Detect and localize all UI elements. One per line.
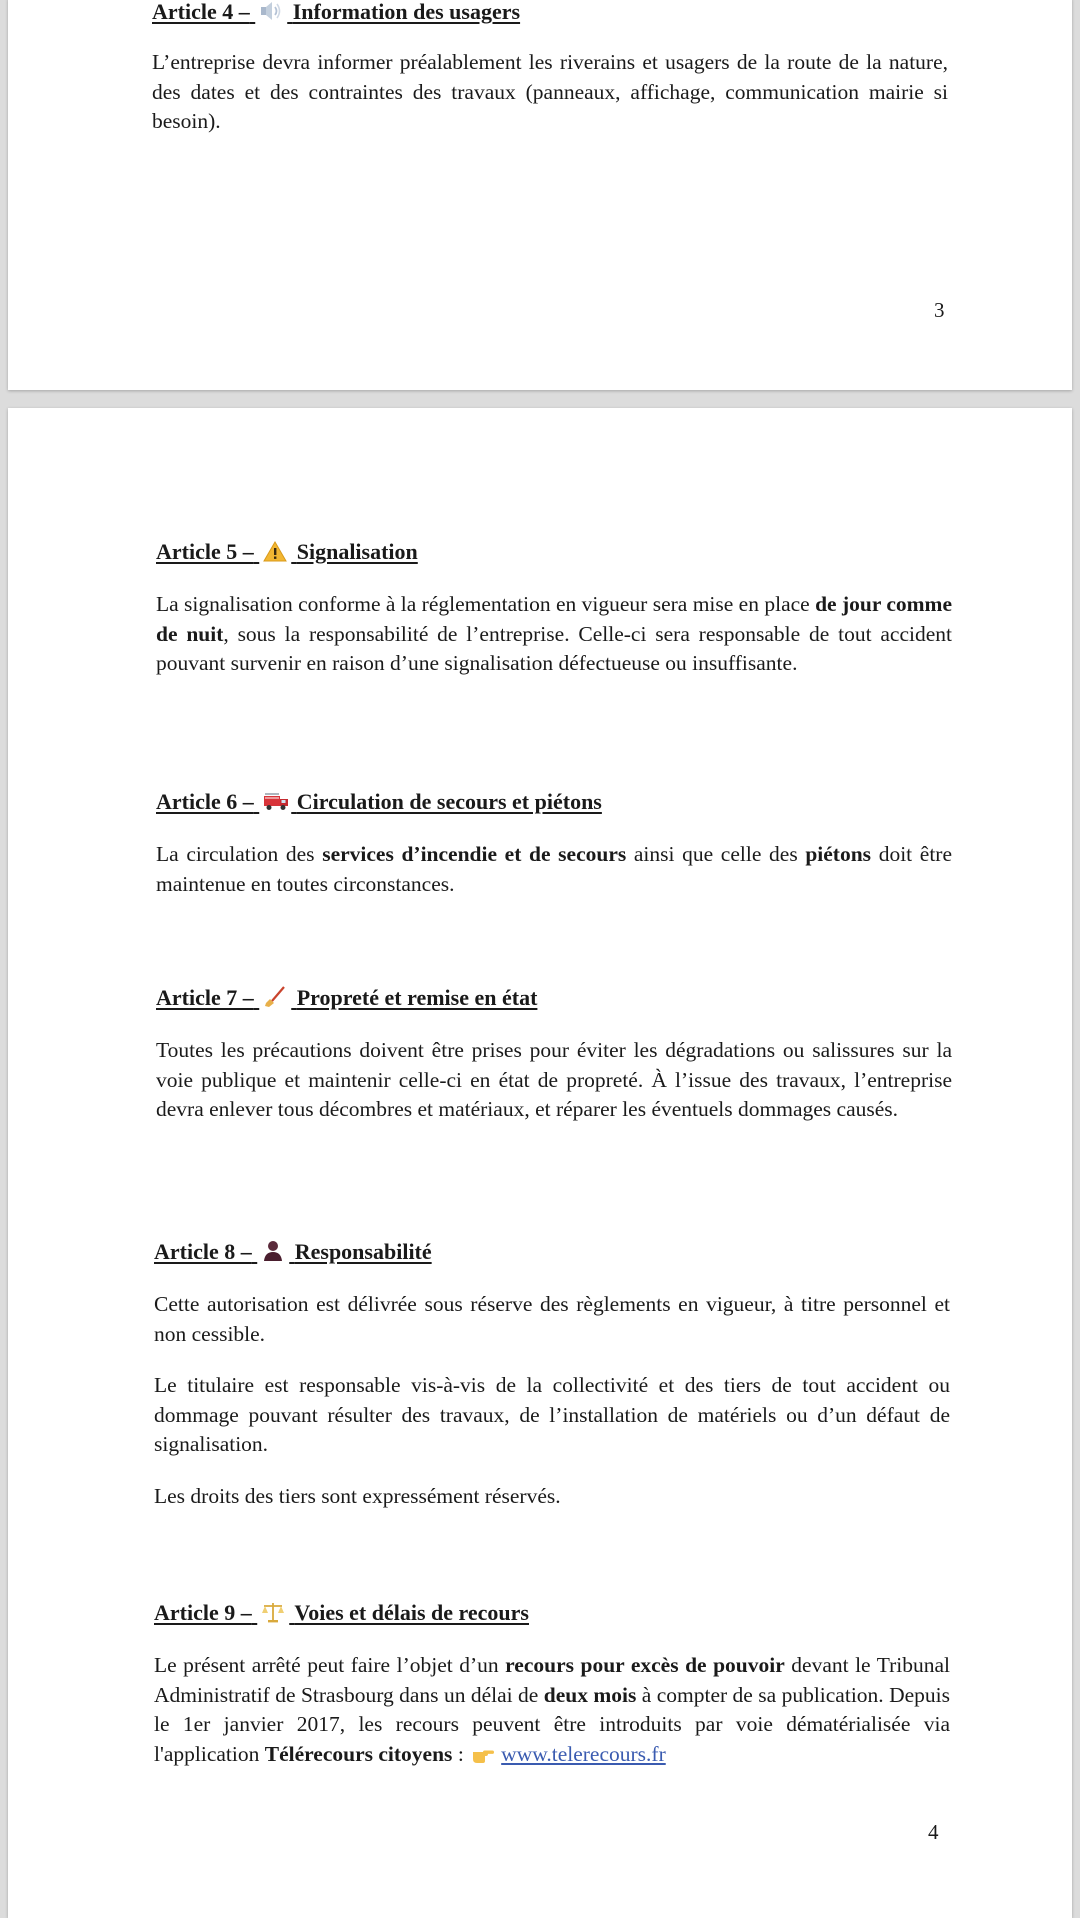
- article-5-body: [156, 590, 952, 679]
- article-9-title: Voies et délais de recours: [294, 1600, 529, 1625]
- article-9-text: Le présent arrêté peut faire l’objet d’un: [154, 1653, 506, 1677]
- article-9: [154, 1599, 950, 1769]
- article-8-body-3: Les droits des tiers sont expressément réservés.: [154, 1483, 561, 1508]
- article-9-bold-text: recours pour excès de pouvoir: [505, 1653, 785, 1677]
- article-4-label: Article 4 –: [152, 0, 250, 24]
- article-9-body: [154, 1651, 950, 1769]
- article-9-bold-text-3: Télérecours citoyens: [264, 1741, 453, 1766]
- article-5-label: Article 5 –: [156, 539, 254, 564]
- article-6: [156, 788, 952, 899]
- page-number: 3: [934, 298, 945, 322]
- pointing-hand-icon: [471, 1743, 495, 1765]
- broom-icon: [263, 986, 287, 1008]
- article-8-title: Responsabilité: [294, 1239, 432, 1264]
- article-6-bold-text: services d’incendie et de secours: [322, 842, 627, 866]
- article-8-body-2: Le titulaire est responsable vis-à-vis de la collectivité et des tiers de tout accident ou dommage pouvant résulter des travaux, de l’installation de matériels ou d’un défaut de signalisation.: [154, 1373, 950, 1456]
- article-8: [154, 1238, 950, 1511]
- speaker-icon: [259, 0, 283, 22]
- article-9-heading: [154, 1599, 529, 1627]
- article-8-label: Article 8 –: [154, 1239, 252, 1264]
- article-8-body-1: Cette autorisation est délivrée sous réserve des règlements en vigueur, à titre personnel et non cessible.: [154, 1292, 950, 1346]
- article-6-text-2: ainsi que celle des: [626, 842, 806, 866]
- article-6-heading: [156, 788, 602, 816]
- fire-truck-icon: [263, 790, 287, 812]
- warning-icon: [263, 540, 287, 562]
- article-6-text-3: doit être maintenue en toutes circonstances.: [156, 842, 952, 896]
- article-4: [152, 0, 948, 137]
- article-4-heading: [152, 0, 520, 26]
- person-icon: [261, 1240, 285, 1262]
- page-number: 4: [928, 1820, 939, 1844]
- article-5-text-2: , sous la responsabilité de l’entreprise. Celle-ci sera responsable de tout accident pouvant survenir en raison d’une signalisation défectueuse ou insuffisante.: [156, 621, 952, 675]
- article-6-text: La circulation des: [156, 842, 323, 866]
- article-9-bold-text-2: deux mois: [543, 1682, 637, 1707]
- scales-icon: [261, 1601, 285, 1623]
- article-9-text-4: :: [452, 1741, 470, 1766]
- article-9-label: Article 9 –: [154, 1600, 252, 1625]
- article-5: [156, 538, 952, 679]
- article-8-heading: [154, 1238, 432, 1266]
- article-7-body: Toutes les précautions doivent être prises pour éviter les dégradations ou salissures sur la voie publique et maintenir celle-ci en état de propreté. À l’issue des travaux, l’entreprise devra enlever tous décombres et matériaux, et réparer les éventuels dommages causés.: [156, 1038, 952, 1121]
- article-5-heading: [156, 538, 418, 566]
- article-4-body: L’entreprise devra informer préalablement les riverains et usagers de la route de la nature, des dates et des contraintes des travaux (panneaux, affichage, communication mairie si besoin).: [152, 50, 948, 133]
- article-7-heading: [156, 984, 537, 1012]
- article-5-bold-text: de jour comme de nuit: [156, 592, 953, 646]
- article-4-title: Information des usagers: [292, 0, 521, 24]
- article-6-body: [156, 840, 952, 899]
- article-7-title: Propreté et remise en état: [296, 985, 538, 1010]
- article-7-label: Article 7 –: [156, 985, 254, 1010]
- article-5-text: La signalisation conforme à la réglementation en vigueur sera mise en place: [156, 592, 816, 616]
- telerecours-link[interactable]: www.telerecours.fr: [501, 1741, 666, 1766]
- article-9-text-3: à compter de sa publication. Depuis le 1er janvier 2017, les recours peuvent être introduits par voie dématérialisée via l'application: [154, 1682, 950, 1766]
- article-9-text-2: devant le Tribunal Administratif de Strasbourg dans un délai de: [154, 1653, 950, 1707]
- document-page-4: [8, 408, 1072, 1918]
- article-6-label: Article 6 –: [156, 789, 254, 814]
- document-page-3: [8, 0, 1072, 390]
- article-5-title: Signalisation: [296, 539, 418, 564]
- article-7: [156, 984, 952, 1125]
- article-6-title: Circulation de secours et piétons: [296, 789, 602, 814]
- article-6-bold-text-2: piétons: [805, 842, 872, 866]
